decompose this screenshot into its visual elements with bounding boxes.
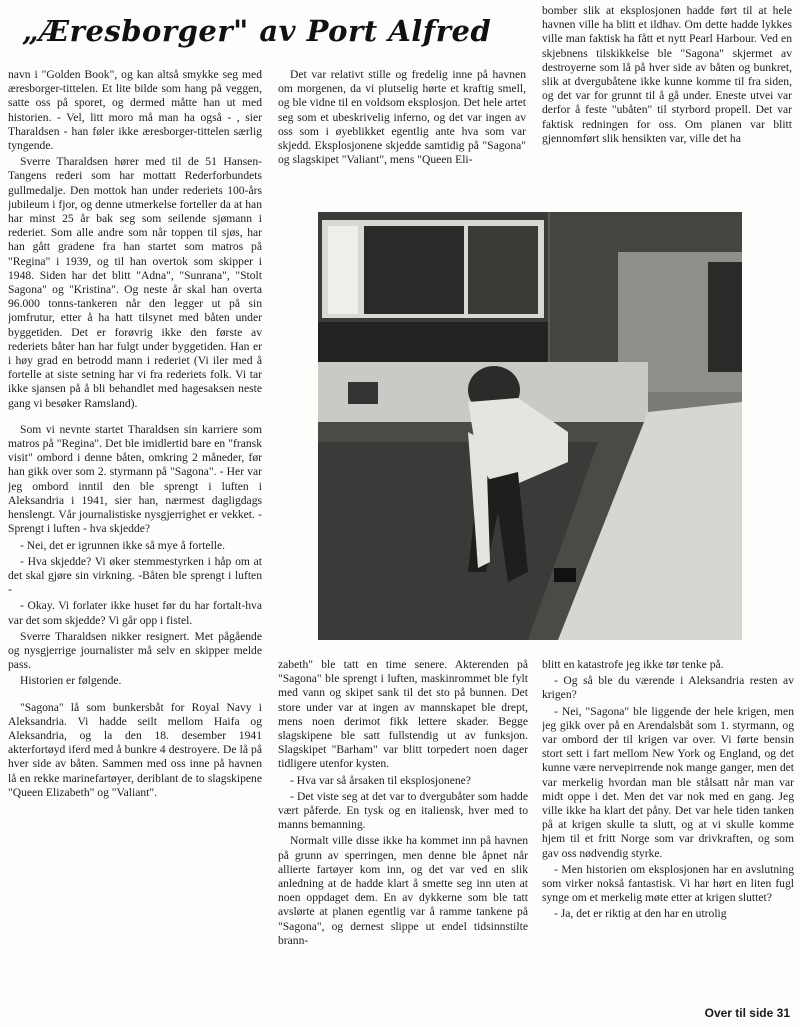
- column-3-top: [542, 4, 792, 208]
- paragraph: bomber slik at eksplosjonen hadde ført til at hele havnen ville ha blitt et ildhav. Om dette hadde lykkes ville man faktisk ha fått et nytt Pearl Harbour. Ved en skjebnens tilskikkelse ble "Sagona" skjermet av destroyerne som lå på hver side av båten og bunkret, slik at dvergubåtene ikke kunne komme til fra siden, og det var for grunnt til å gå under. Eneste utvei var derfor å feste "ubåten" til styrbord propell. Det var faktisk redningen for oss. Om planen var blitt gjennomført slik hensikten var, ville det ha: [542, 4, 792, 145]
- paragraph: - Ja, det er riktig at den har en utrolig: [554, 907, 727, 921]
- paragraph: Historien er følgende.: [20, 674, 122, 688]
- paragraph: blitt en katastrofe jeg ikke tør tenke på.: [542, 658, 724, 671]
- paragraph: - Hva skjedde? Vi øker stemmestyrken i håp om at det skal gjøre sin virkning. -Båten ble sprengt i luften -: [8, 554, 262, 597]
- paragraph: Normalt ville disse ikke ha kommet inn på havnen på grunn av sperringen, men denne ble åpnet når allierte fartøyer kom inn, og det var ved en slik anledning at de hadde klart å smette seg inn uten at noen oppdaget dem. En av dykkerne som ble tatt avslørte at planen egentlig var å ramme tankene på "Sagona", og dernest slippe ut endel tidsinnstilte brann-: [278, 834, 528, 947]
- paragraph: - Men historien om eksplosjonen har en avslutning som virker nokså fantastisk. Vi har hørt en liten fugl synge om et merkelig møte etter at krigen sluttet?: [542, 862, 794, 905]
- column-2-top: [278, 68, 526, 208]
- paragraph: - Nei, "Sagona" ble liggende der hele krigen, men jeg gikk over på en Arendalsbåt som 1. styrmann, og var ombord der til krigen var over. Vi førte bensin stort sett i fart mellom New York og England, og det kunne være nervepirrende nok mange ganger, men det var merkelig hvordan man ble stålsatt når man var midt oppe i det. Men det var nok med en gang. Jeg ville ikke ha klart det påny. Det var hele tiden tanken på at krigen skulle ta slutt, og at vi skulle komme hjem til et fritt Norge som var drivkraften, og som gav oss nødvendig styrke.: [542, 704, 794, 860]
- photo-man-gardening: [318, 212, 742, 640]
- photo-illustration: [318, 212, 742, 640]
- paragraph: - Hva var så årsaken til eksplosjonene?: [290, 773, 471, 787]
- column-1: [8, 68, 262, 1018]
- paragraph: - Det viste seg at det var to dvergubåter som hadde vært påferde. En tysk og en italiensk, hver med to manns bemanning.: [278, 789, 528, 832]
- paragraph: - Okay. Vi forlater ikke huset før du har fortalt-hva var det som skjedde? Vi går opp i fistel.: [8, 599, 262, 627]
- paragraph: navn i "Golden Book", og kan altså smykke seg med æresborger-tittelen. Et lite bilde som hang på veggen, satte oss på sporet, og dermed måtte han ut med historien. - Vel, litt moro må man ha også - , sier Tharaldsen - han føler ikke æresborger-tittelen særlig tyngende.: [8, 68, 262, 153]
- paragraph: - Og så ble du værende i Aleksandria resten av krigen?: [542, 674, 794, 702]
- paragraph: Som vi nevnte startet Tharaldsen sin karriere som matros på "Regina". Det ble imidlertid bare en "fransk visit" ombord i denne båten, omkring 2 måneder, før han gikk over som 2. styrmann på "Sagona". - Her var jeg ombord inntil den ble sprengt i luften i Aleksandria i 1941, sier han, nærmest dagligdags henslengt. Vår journalistiske nysgjerrighet er vekket. - Sprengt i luften - hva skjedde?: [8, 422, 262, 536]
- paragraph: Det var relativt stille og fredelig inne på havnen om morgenen, da vi plutselig hørte et kraftig smell, og ble vidne til en voldsom eksplosjon. Det hele artet seg som et ubeskrivelig inferno, og det var ingen av oss som i øyeblikket egentlig ante hva som var skjedd. Eksplosjonene skjedde samtidig på "Sagona" og slagskipet "Valiant", mens "Queen Eli-: [278, 68, 526, 167]
- article-title: „Æresborger" av Port Alfred: [22, 14, 492, 48]
- paragraph: "Sagona" lå som bunkersbåt for Royal Navy i Aleksandria. Vi hadde seilt mellom Haifa og Aleksandria, og la den 18. desember 1941 akterfortøyd iferd med å bunkre 4 destroyere. De lå på hver side av båten. Sammen med oss inne på havnen lå en rekke marinefartøyer, deriblant de to slagskipene "Queen Elizabeth" og "Valiant".: [8, 700, 262, 799]
- continued-on-page: Over til side 31: [704, 1006, 790, 1020]
- paragraph: - Nei, det er igrunnen ikke så mye å fortelle.: [20, 538, 226, 552]
- paragraph: zabeth" ble tatt en time senere. Akterenden på "Sagona" ble sprengt i luften, maskinrommet ble fylt med vann og skipet sank til det sto på bunnen. Det store under var at ingen av mannskapet ble drept, mens noen derimot fikk lettere skader. Begge slagskipene ble satt fullstendig ut av funksjon. Slagskipet "Barham" var blitt torpedert noen dager tidligere utenfor kysten.: [278, 658, 528, 771]
- paragraph: Sverre Tharaldsen hører med til de 51 Hansen-Tangens rederi som har mottatt Rederforbundets gullmedalje. Den mottok han under rederiets 100-års jubileum i fjor, og denne utmerkelse forteller da at han har minst 25 år bak seg som seilende sjømann i rederiet. Som alle andre som når toppen til sjøs, har han gått gradene fra han startet som matros på "Regina" i 1939, og til han overtok som skipper i 1948. Siden har det blitt "Adna", "Sunrana", "Stolt Sagona" og "Kristina". Og neste år skal han overta 96.000 tonns-tankeren når den legger ut på sin jomfrutur, etter å ha hatt tilsynet med båten under byggetiden. Det er forøvrig ikke den første av rederiets båter han har fulgt under byggetiden. Han er i høy grad en betrodd mann i rederiet (Vi iler med å fortelle at siste setning har vi fra rederiets folk. Vi tar ikke sjansen på å bli behandlet med hagesaksen neste gang vi besøker Ramsland).: [8, 155, 262, 410]
- paragraph: Sverre Tharaldsen nikker resignert. Met pågående og nysgjerrige journalister må selv en skipper melde pass.: [8, 629, 262, 672]
- column-3-bottom: [542, 658, 794, 1004]
- column-2-bottom: [278, 658, 528, 1020]
